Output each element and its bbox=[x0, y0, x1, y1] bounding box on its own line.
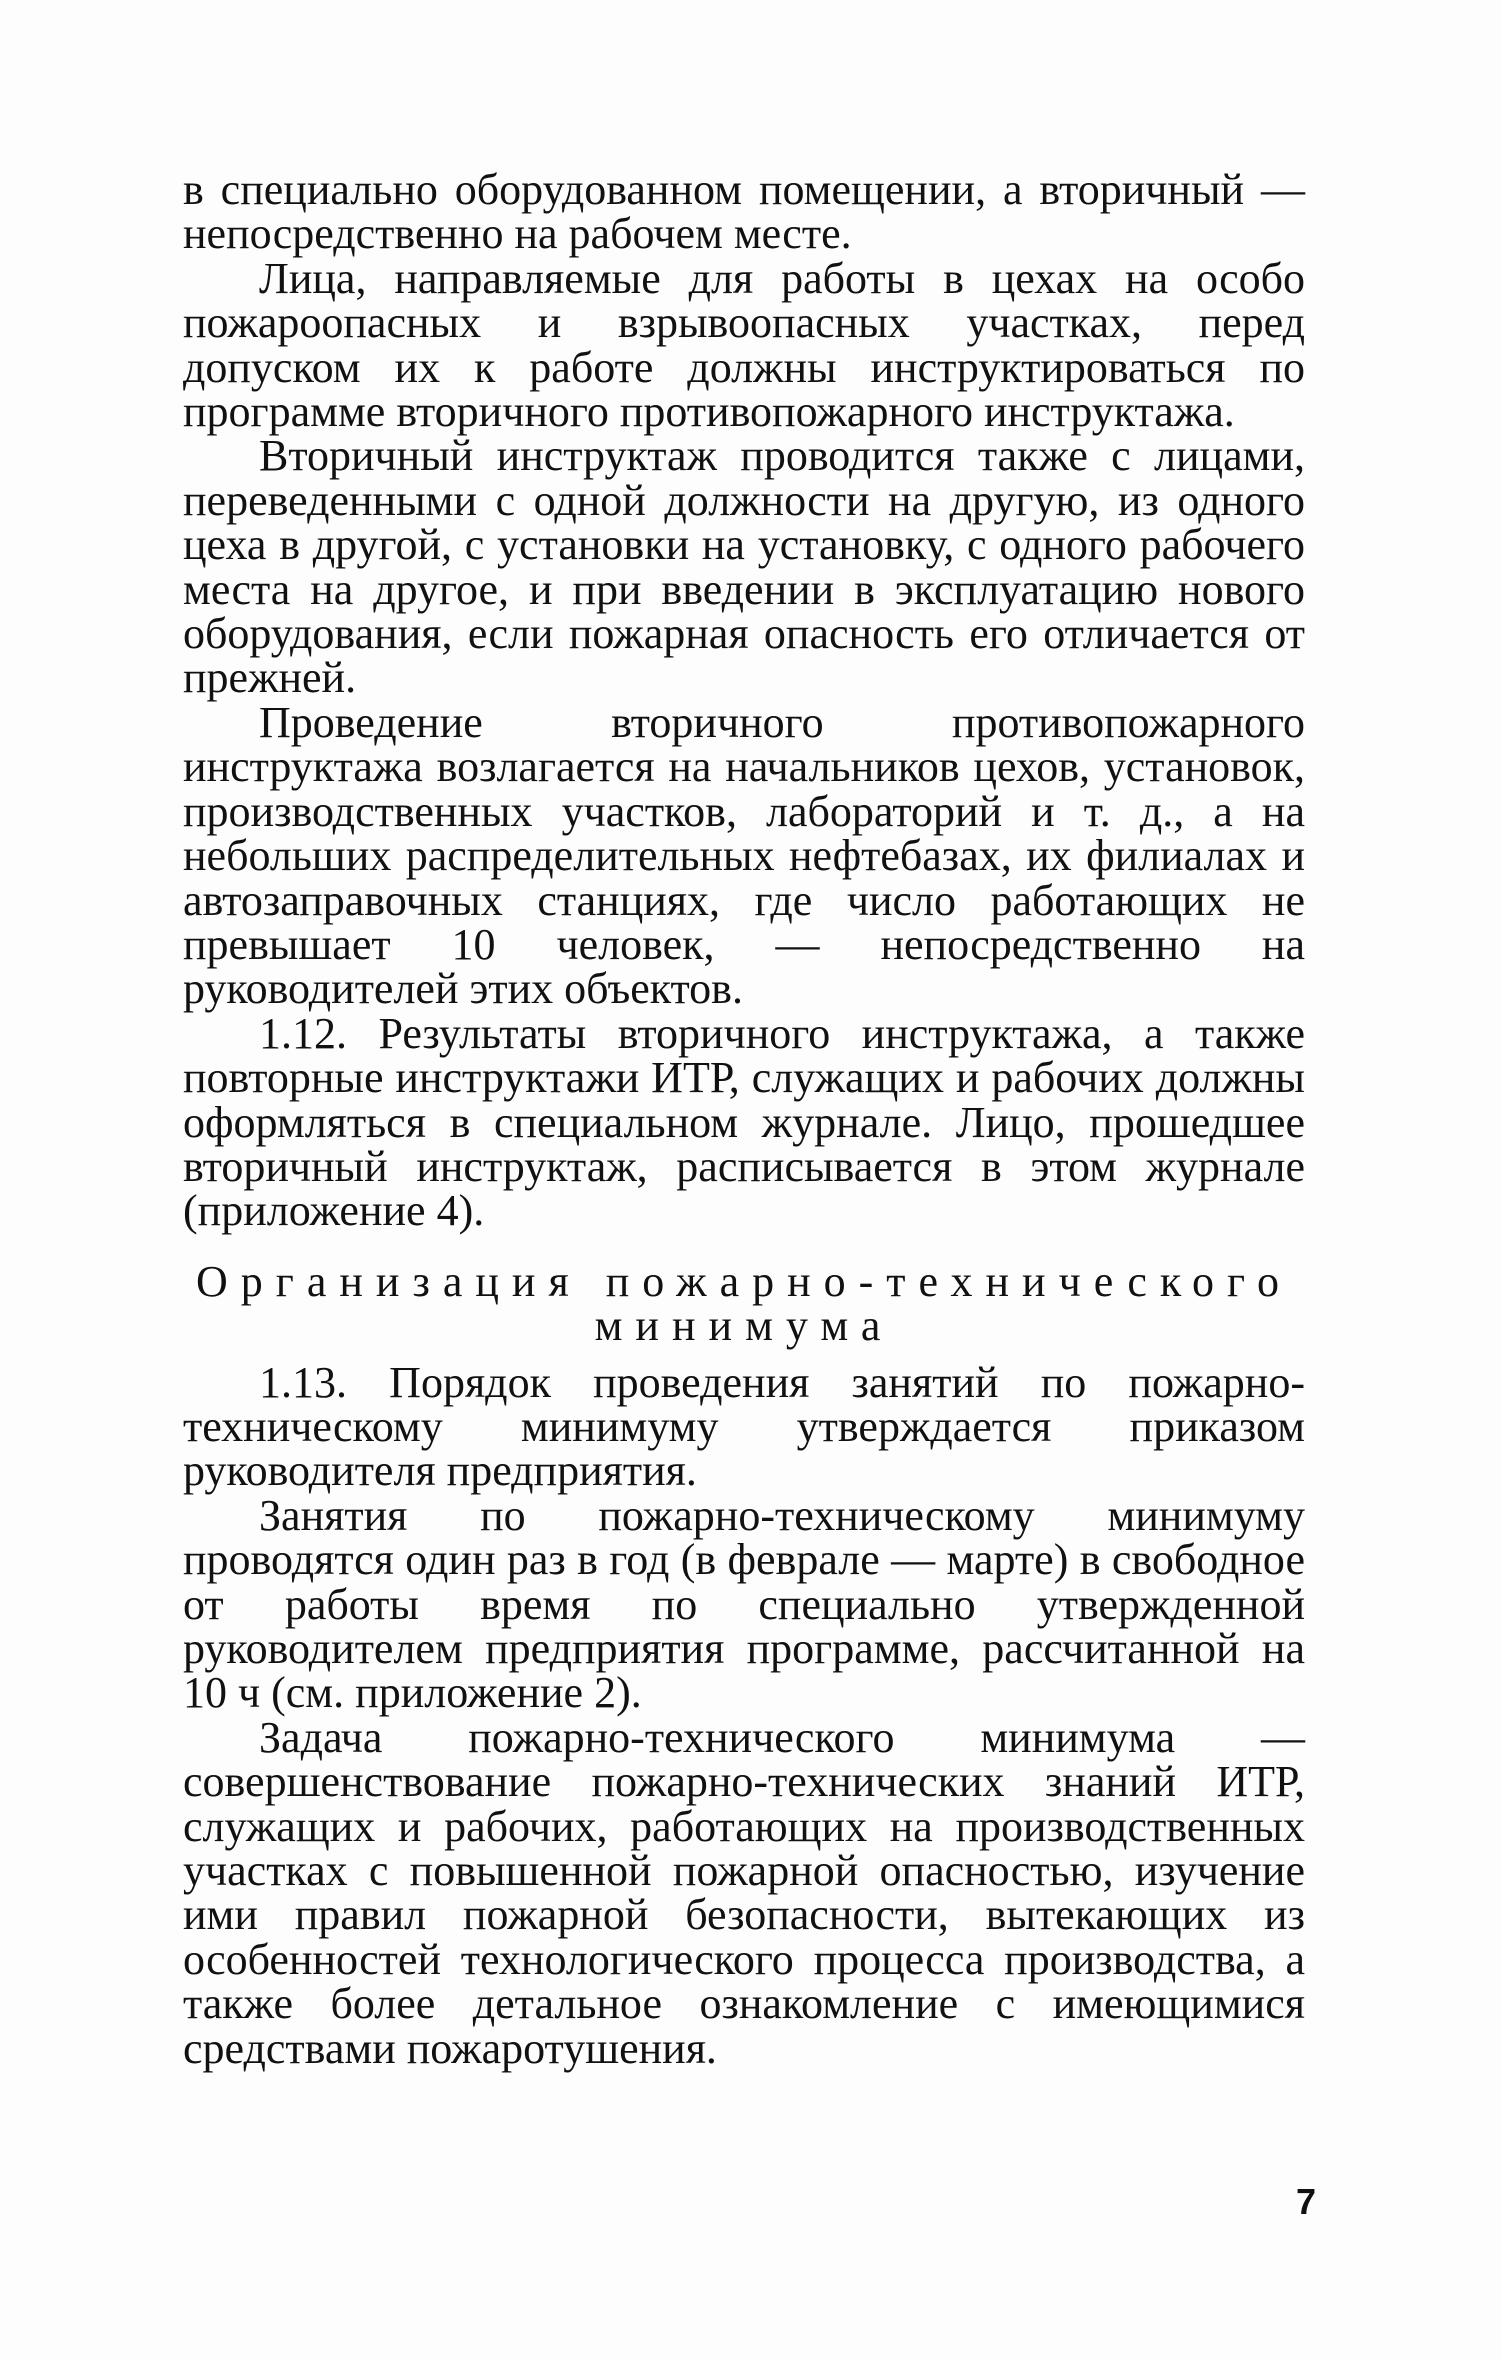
page-body bbox=[183, 165, 1305, 2073]
page-number: 7 bbox=[1296, 2181, 1317, 2222]
paragraph-training-schedule: Занятия по пожарно-техническому минимуму проводятся один раз в год (в феврале — марте) в свободное от работы время по специально утвержденной руководителем предприятия программе, рассчитанной на 10 ч (см. приложение 2). bbox=[183, 1490, 1305, 1718]
paragraph-training-goal: Задача пожарно-технического минимума — совершенствование пожарно-технических знаний ИТР, служащих и рабочих, работающих на производственных участках с повышенной пожарной опасностью, изучение ими правил пожарной безопасности, вытекающих из особенностей технологического процесса производства, а также более детальное ознакомление с имеющимися средствами пожаротушения. bbox=[183, 1712, 1305, 2073]
section-heading-line-1: Организация пожарно-технического bbox=[196, 1256, 1292, 1306]
paragraph-1-13: 1.13. Порядок проведения занятий по пожарно-техническому минимуму утверждается приказом руководителя предприятия. bbox=[183, 1357, 1305, 1496]
paragraph-fire-hazard-sites: Лица, направляемые для работы в цехах на особо пожароопасных и взрывоопасных участках, перед допуском их к работе должны инструктироваться по программе вторичного противопожарного инструктажа. bbox=[183, 253, 1305, 437]
paragraph-secondary-briefing-transfer: Вторичный инструктаж проводится также с лицами, переведенными с одной должности на другую, из одного цеха в другой, с установки на установку, с одного рабочего места на другое, и при введении в эксплуатацию нового оборудования, если пожарная опасность его отличается от прежней. bbox=[183, 431, 1305, 703]
paragraph-continuation: в специально оборудованном помещении, а вторичный — непосредственно на рабочем месте. bbox=[183, 165, 1305, 259]
section-heading bbox=[183, 1256, 1305, 1351]
paragraph-1-12: 1.12. Результаты вторичного инструктажа, а также повторные инструктажи ИТР, служащих и рабочих должны оформляться в специальном журнале. Лицо, прошедшее вторичный инструктаж, расписывается в этом журнале (приложение 4). bbox=[183, 1008, 1305, 1236]
section-heading-line-2: минимума bbox=[594, 1301, 894, 1351]
paragraph-briefing-responsibility: Проведение вторичного противопожарного инструктажа возлагается на начальников цехов, установок, производственных участков, лабораторий и т. д., а на небольших распределительных нефтебазах, их филиалах и автозаправочных станциях, где число работающих не превышает 10 человек, — непосредственно на руководителей этих объектов. bbox=[183, 697, 1305, 1014]
